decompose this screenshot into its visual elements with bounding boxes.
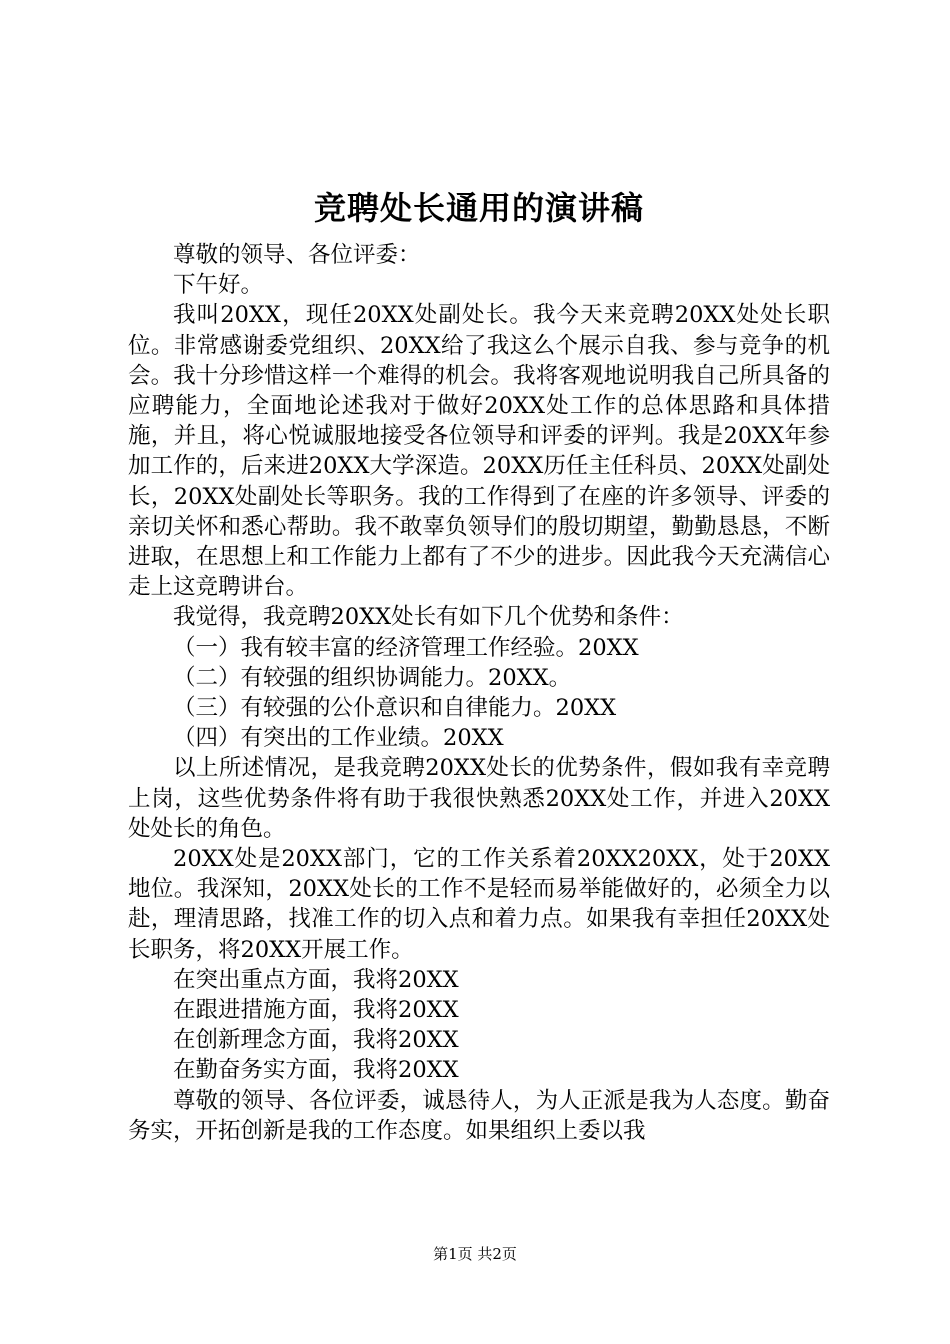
paragraph-department: 20XX处是20XX部门，它的工作关系着20XX20XX，处于20XX地位。我深知，20XX处长的工作不是轻而易举能做好的，必须全力以赴，理清思路，找准工作的切入点和着力点。如果我有幸担任20XX处长职务，将20XX开展工作。 [128,846,830,963]
paragraph-summary: 以上所述情况，是我竞聘20XX处长的优势条件，假如我有幸竞聘上岗，这些优势条件将有助于我很快熟悉20XX处工作，并进入20XX处处长的角色。 [128,755,830,842]
list-item-plan-4: 在勤奋务实方面，我将20XX [173,1057,459,1084]
document-body [128,240,830,1146]
document-page [128,182,830,1146]
list-item-plan-2: 在跟进措施方面，我将20XX [173,997,459,1024]
list-item-advantage-2: （二）有较强的组织协调能力。20XX。 [173,664,572,691]
list-item-advantage-1: （一）我有较丰富的经济管理工作经验。20XX [173,634,639,661]
page-footer: 第1页 共2页 [433,1245,517,1263]
paragraph-introduction: 我叫20XX，现任20XX处副处长。我今天来竞聘20XX处处长职位。非常感谢委党组织、20XX给了我这么个展示自我、参与竞争的机会。我十分珍惜这样一个难得的机会。我将客观地说明我自己所具备的应聘能力，全面地论述我对于做好20XX处工作的总体思路和具体措施，并且，将心悦诚服地接受各位领导和评委的评判。我是20XX年参加工作的，后来进20XX大学深造。20XX历任主任科员、20XX处副处长，20XX处副处长等职务。我的工作得到了在座的许多领导、评委的亲切关怀和悉心帮助。我不敢辜负领导们的殷切期望，勤勤恳恳，不断进取，在思想上和工作能力上都有了不少的进步。因此我今天充满信心走上这竞聘讲台。 [128,302,830,601]
paragraph-greeting: 下午好。 [173,272,264,299]
paragraph-closing: 尊敬的领导、各位评委，诚恳待人，为人正派是我为人态度。勤奋务实，开拓创新是我的工作态度。如果组织上委以我 [128,1087,830,1144]
list-item-advantage-3: （三）有较强的公仆意识和自律能力。20XX [173,695,617,722]
list-item-plan-3: 在创新理念方面，我将20XX [173,1027,459,1054]
list-item-plan-1: 在突出重点方面，我将20XX [173,966,459,993]
paragraph-salutation: 尊敬的领导、各位评委： [173,242,421,268]
document-title: 竞聘处长通用的演讲稿 [313,189,644,227]
paragraph-advantages-intro: 我觉得，我竞聘20XX处长有如下几个优势和条件： [173,604,684,631]
list-item-advantage-4: （四）有突出的工作业绩。20XX [173,725,504,752]
